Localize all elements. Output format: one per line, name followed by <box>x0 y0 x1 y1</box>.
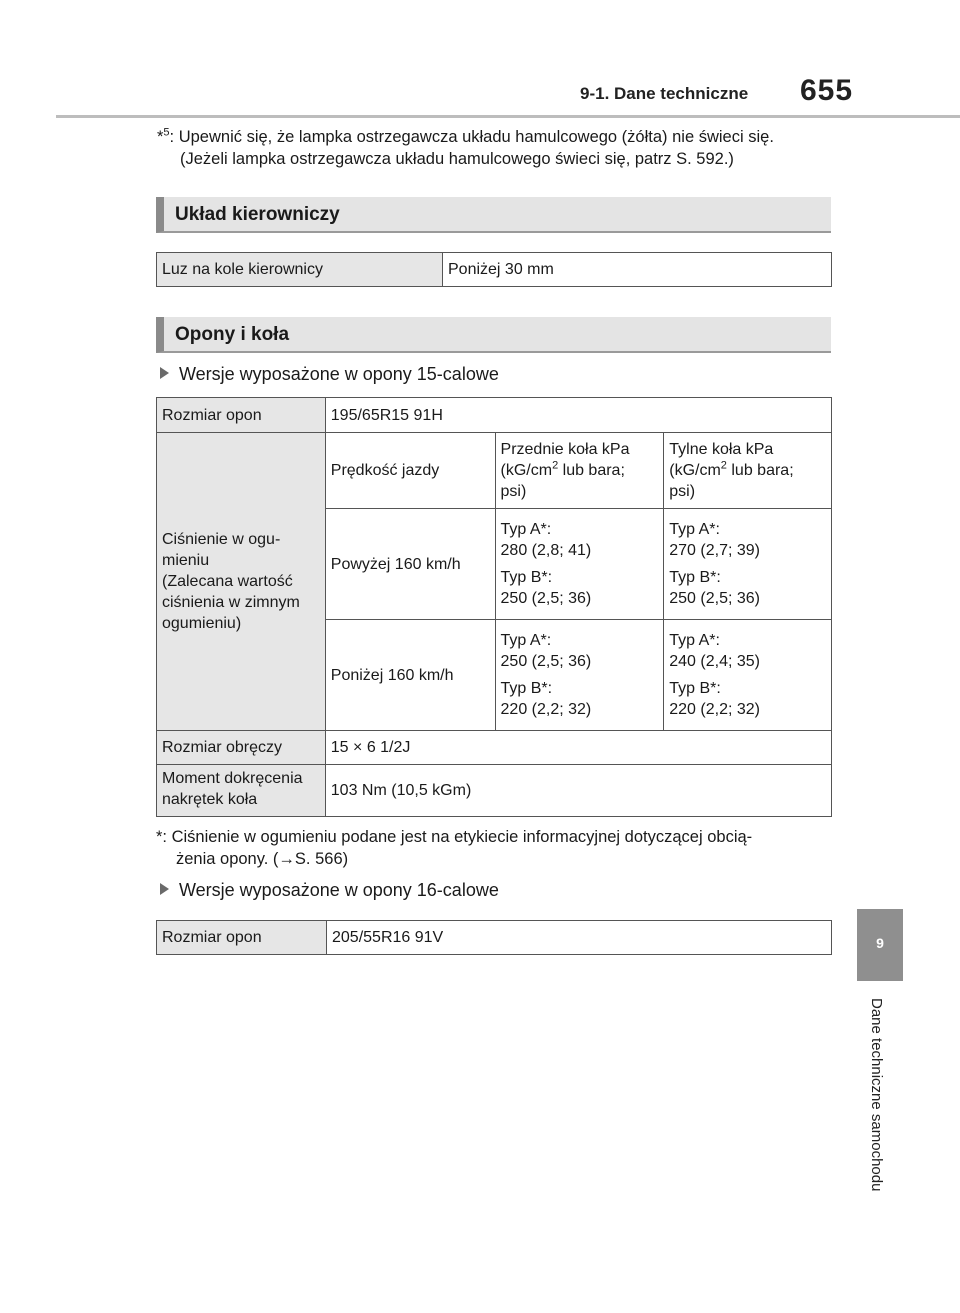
tires-section-title: Opony i koła <box>175 324 290 345</box>
footnote-line1: *: Ciśnienie w ogumieniu podane jest na etykiecie informacyjnej dotyczącej obcią- <box>156 828 753 846</box>
front-header-line: Przednie koła kPa <box>500 441 630 458</box>
footnote-line2: żenia opony. (→S. 566) <box>176 850 349 868</box>
steering-play-label: Luz na kole kierownicy <box>157 253 443 287</box>
note-marker: * <box>157 128 164 146</box>
tire-size-16-label: Rozmiar opon <box>157 921 327 955</box>
steering-table <box>156 252 832 287</box>
chapter-label: Dane techniczne samochodu <box>868 998 885 1192</box>
front-header-line: ($kG/cm^2$ lub bara; <box>500 459 625 479</box>
above-rear-values: Typ A*: 270 (2,7; 39) Typ B*: 250 (2,5; 36) <box>664 509 832 620</box>
tire-size-16-value: 205/55R16 91V <box>327 921 832 955</box>
bullet-15-text: Wersje wyposażone w opony 15-calowe <box>179 364 499 384</box>
header-rule <box>56 115 960 118</box>
rear-header <box>664 433 832 509</box>
speed-below-label: Poniżej 160 km/h <box>325 620 495 731</box>
note-line1: : Upewnić się, że lampka ostrzegawcza układu hamulcowego (żółta) nie świeci się. <box>169 128 774 146</box>
rear-header-line: psi) <box>669 483 696 500</box>
triangle-bullet-icon <box>160 883 169 895</box>
pressure-label-line: (Zalecana wartość <box>162 573 293 590</box>
tire-size-label: Rozmiar opon <box>157 398 326 433</box>
bullet-15-inch <box>160 364 499 385</box>
tire-table-16 <box>156 920 832 955</box>
pressure-label-line: Ciśnienie w ogu- <box>162 531 281 548</box>
tire-size-value: 195/65R15 91H <box>325 398 831 433</box>
rim-size-value: 15 × 6 1/2J <box>325 731 831 765</box>
triangle-bullet-icon <box>160 367 169 379</box>
rear-header-line: ($kG/cm^2$ lub bara; <box>669 459 794 479</box>
front-header-line: psi) <box>500 483 527 500</box>
speed-header: Prędkość jazdy <box>325 433 495 509</box>
note-line2: (Jeżeli lampka ostrzegawcza układu hamulcowego świeci się, patrz S. 592.) <box>180 150 734 168</box>
torque-label: Moment dokręcenia nakrętek koła <box>157 765 326 817</box>
below-rear-values: Typ A*: 240 (2,4; 35) Typ B*: 220 (2,2; 32) <box>664 620 832 731</box>
pressure-label-line: mieniu <box>162 552 210 569</box>
steering-section-header <box>156 197 831 233</box>
steering-play-value: Poniżej 30 mm <box>443 253 832 287</box>
above-front-values: Typ A*: 280 (2,8; 41) Typ B*: 250 (2,5; 36) <box>495 509 664 620</box>
note-sup: 5 <box>163 126 170 139</box>
below-front-values: Typ A*: 250 (2,5; 36) Typ B*: 220 (2,2; 32) <box>495 620 664 731</box>
rear-header-line: Tylne koła kPa <box>669 441 774 458</box>
chapter-number: 9 <box>876 935 884 951</box>
pressure-label <box>157 433 326 731</box>
pressure-label-line: ciśnienia w zimnym <box>162 594 300 611</box>
chapter-tab <box>857 909 903 981</box>
section-title: 9-1. Dane techniczne <box>580 84 749 103</box>
note-5 <box>157 126 837 170</box>
footnote <box>156 826 836 870</box>
pressure-label-line: ogumieniu) <box>162 615 242 632</box>
tire-table-15 <box>156 397 832 817</box>
bullet-16-text: Wersje wyposażone w opony 16-calowe <box>179 880 499 900</box>
tires-section-header <box>156 317 831 353</box>
rim-size-label: Rozmiar obręczy <box>157 731 326 765</box>
bullet-16-inch <box>160 880 499 901</box>
front-header <box>495 433 664 509</box>
page-number: 655 <box>800 74 854 107</box>
speed-above-label: Powyżej 160 km/h <box>325 509 495 620</box>
torque-value: 103 Nm (10,5 kGm) <box>325 765 831 817</box>
steering-section-title: Układ kierowniczy <box>175 204 340 225</box>
